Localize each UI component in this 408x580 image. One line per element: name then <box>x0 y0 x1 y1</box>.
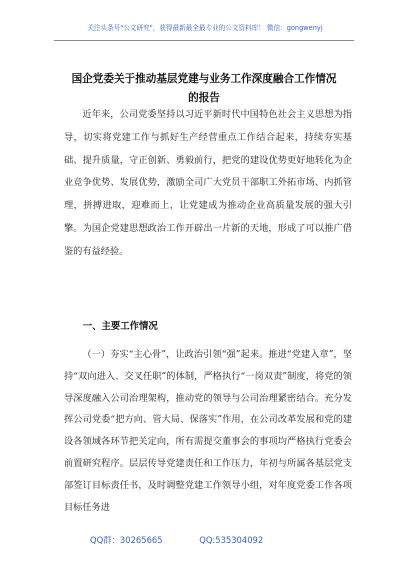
intro-section <box>64 104 352 264</box>
page-footer <box>90 534 330 546</box>
document-title <box>54 70 354 108</box>
section-1-paragraph: （一）夯实“主心骨”，让政治引领“强”起来。推进“党建入章”，坚持“双向进入、交叉任职”的体制，严格执行“一岗双责”制度，将党的领导深度融入公司治理架构，推动党的领导与公司治理紧密结合。充分发挥公司党委“把方向、管大局、保落实”作用，在公司改革发展和党的建设各领域各环节把关定向，所有需提交董事会的事项均严格执行党委会前置研究程序。层层传导党建责任和工作压力，年初与所属各基层党支部签订目标责任书，及时调整党建工作领导小组，对年度党委工作各项目标任务进 <box>64 349 352 513</box>
intro-paragraph: 近年来，公司党委坚持以习近平新时代中国特色社会主义思想为指导，切实将党建工作与抓好生产经营重点工作结合起来，持续夯实基础、提升质量，守正创新、勇毅前行，把党的建设优势更好地转化为企业竞争优势、发展优势，激励全司广大党员干部职工外拓市场、内抓管理，拼搏进取，迎难而上，让党建成为推动企业高质量发展的强大引擎。为国企党建思想政治工作开辟出一片新的天地，形成了可以推广借鉴的有益经验。 <box>64 109 352 257</box>
title-line-1: 国企党委关于推动基层党建与业务工作深度融合工作情况 <box>71 73 337 85</box>
header-banner: 关注头条号"公文研究"，获得最新最全最专业的公文资料库！ 微信：gongwenyj <box>87 24 323 32</box>
footer-qq: QQ:535304092 <box>199 535 264 545</box>
section-heading: 一、主要工作情况 <box>82 321 158 332</box>
section-1-body <box>64 344 352 518</box>
header-divider <box>54 40 354 41</box>
footer-qq-group: QQ群：30265665 <box>90 535 163 545</box>
title-line-2: 的报告 <box>188 92 220 104</box>
